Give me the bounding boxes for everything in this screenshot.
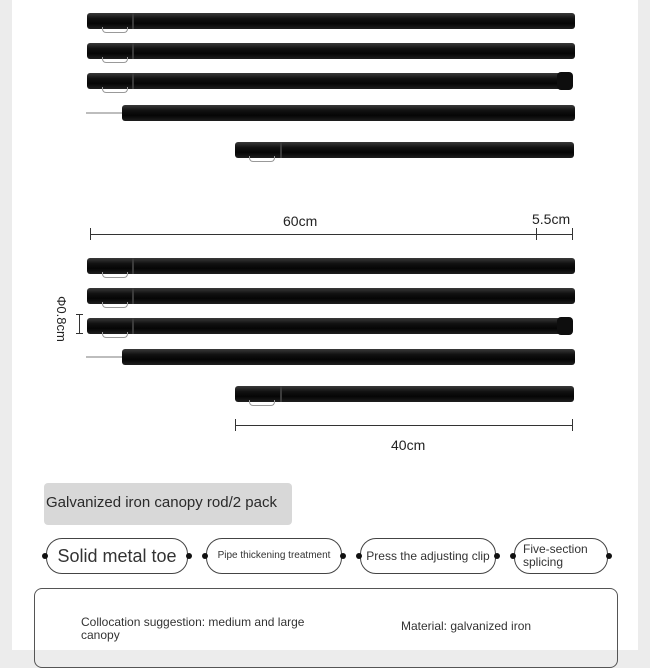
pole-clip xyxy=(102,272,128,278)
collocation-suggestion: Collocation suggestion: medium and large canopy xyxy=(81,615,305,642)
dimension-tick xyxy=(572,228,573,240)
feature-solid-metal-toe xyxy=(46,538,188,574)
pole-section-1 xyxy=(87,13,575,29)
pole-tip-pin xyxy=(86,356,124,358)
pole-clip xyxy=(102,57,128,63)
feature-pipe-thickening xyxy=(206,538,342,574)
pole-section-4 xyxy=(122,349,575,365)
feature-label: Press the adjusting clip xyxy=(366,548,490,563)
pole-clip xyxy=(102,87,128,93)
dimension-diameter-label: Φ0.8cm xyxy=(54,296,69,342)
pole-section-3 xyxy=(87,318,571,334)
material-info: Material: galvanized iron xyxy=(401,619,532,633)
dimension-40cm-label: 40cm xyxy=(391,437,426,453)
pole-section-2 xyxy=(87,43,575,59)
pole-clip xyxy=(102,302,128,308)
product-title: Galvanized iron canopy rod/2 pack xyxy=(46,494,277,511)
pole-section-2 xyxy=(87,288,575,304)
info-box xyxy=(34,588,618,668)
dimension-60cm-label: 60cm xyxy=(283,213,318,229)
pole-clip xyxy=(249,156,275,162)
pole-clip xyxy=(102,27,128,33)
dimension-tick xyxy=(536,228,537,240)
product-sheet xyxy=(12,0,638,650)
feature-label: Solid metal toe xyxy=(57,545,177,566)
feature-label: Five-section splicing xyxy=(523,542,588,569)
dimension-tick xyxy=(235,419,236,431)
dimension-tick xyxy=(90,228,91,240)
pole-clip xyxy=(102,332,128,338)
pole-section-5 xyxy=(235,386,574,402)
dimension-tick xyxy=(572,419,573,431)
pole-section-1 xyxy=(87,258,575,274)
feature-label: Pipe thickening treatment xyxy=(217,549,331,561)
product-title-box xyxy=(44,483,292,525)
dimension-line-40cm xyxy=(235,425,572,426)
pole-tip-pin xyxy=(86,112,124,114)
feature-five-section-splicing xyxy=(514,538,608,574)
dimension-line-60cm xyxy=(90,234,573,235)
pole-clip xyxy=(249,400,275,406)
pole-section-4 xyxy=(122,105,575,121)
pole-section-5 xyxy=(235,142,574,158)
dimension-5-5cm-label: 5.5cm xyxy=(532,211,571,227)
pole-section-3 xyxy=(87,73,571,89)
feature-adjusting-clip xyxy=(360,538,496,574)
diameter-marker-icon xyxy=(76,314,83,334)
